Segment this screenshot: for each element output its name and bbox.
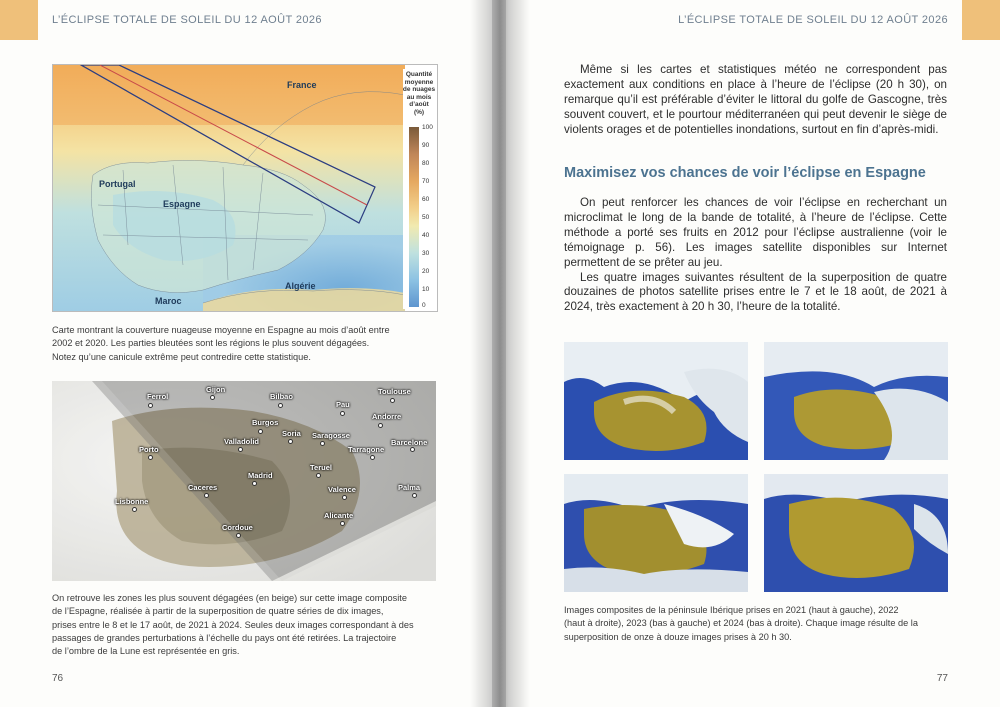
legend-colorbar xyxy=(409,127,419,307)
right-page-tab xyxy=(962,0,1000,40)
satellite-image-2023 xyxy=(564,474,748,592)
map-label-france: France xyxy=(287,80,317,90)
page-number-left: 76 xyxy=(52,673,64,684)
legend-tick: 40 xyxy=(422,232,430,239)
legend-tick: 50 xyxy=(422,214,430,221)
legend-title: Quantité moyenne de nuages au mois d’août (%) xyxy=(402,71,436,116)
map-label-portugal: Portugal xyxy=(99,179,136,189)
satellite-image-2022 xyxy=(764,342,948,460)
map-label-algerie: Algérie xyxy=(285,281,316,291)
satellite-image-2021 xyxy=(564,342,748,460)
city-label: Madrid xyxy=(248,471,273,480)
section-heading: Maximisez vos chances de voir l’éclipse en Espagne xyxy=(564,165,926,181)
city-label: Caceres xyxy=(188,483,218,492)
city-label: Valladolid xyxy=(224,437,260,446)
city-label: Cordoue xyxy=(222,523,253,532)
city-label: Tarragone xyxy=(348,445,385,454)
left-page-tab xyxy=(0,0,38,40)
right-running-title: L’ÉCLIPSE TOTALE DE SOLEIL DU 12 AOÛT 2026 xyxy=(678,14,948,26)
legend-tick: 60 xyxy=(422,196,430,203)
satellite-caption: On retrouve les zones les plus souvent dégagées (en beige) sur cette image composite de l’Espagne, réalisée à partir de la superposition de quatre séries de dix images, prises entre le 8 et le 17 août, de 2021 à 2024. Seules deux images correspondant à des passages de grandes perturbations à l’échelle du pays ont été retirées. La trajectoire de l’ombre de la Lune est représentée en gris. xyxy=(52,593,414,657)
map-legend xyxy=(403,69,437,309)
city-label: Valence xyxy=(328,485,356,494)
legend-tick: 10 xyxy=(422,286,430,293)
city-label: Lisbonne xyxy=(115,497,149,506)
legend-tick: 100 xyxy=(422,124,433,131)
page-number-right: 77 xyxy=(936,673,948,684)
legend-tick: 80 xyxy=(422,160,430,167)
left-page xyxy=(0,0,492,707)
map-caption: Carte montrant la couverture nuageuse moyenne en Espagne au mois d’août entre 2002 et 2020. Les parties bleutées sont les régions le plus souvent dégagées. Notez qu’une canicule extrême peut contredire cette statistique. xyxy=(52,325,390,362)
left-running-title: L’ÉCLIPSE TOTALE DE SOLEIL DU 12 AOÛT 2026 xyxy=(52,14,322,26)
city-label: Ferrol xyxy=(147,392,169,401)
map-label-espagne: Espagne xyxy=(163,199,201,209)
city-label: Pau xyxy=(336,400,350,409)
cloud-cover-map xyxy=(52,64,438,312)
legend-tick: 70 xyxy=(422,178,430,185)
satellite-image-2024 xyxy=(764,474,948,592)
legend-tick: 20 xyxy=(422,268,430,275)
city-label: Saragosse xyxy=(312,431,350,440)
city-label: Porto xyxy=(139,445,159,454)
body-paragraph-2: On peut renforcer les chances de voir l’éclipse en recherchant un microclimat le long de la bande de totalité, à l’heure de l’éclipse. Cette méthode a porté ses fruits en 2012 pour l’éclipse australienne (voir le témoignage p. 56). Les images satellite disponibles sur Internet permettent de se prêter au jeu. Les quatre images suivantes résultent de la superposition de quatre douzaines de photos satellite prises entre le 7 et le 18 août, de 2021 à 2024, très exactement à 20 h 30, l’heure de la totalité. xyxy=(564,196,947,314)
map-label-maroc: Maroc xyxy=(155,296,182,306)
city-label: Bilbao xyxy=(270,392,293,401)
city-label: Teruel xyxy=(310,463,332,472)
city-label: Soria xyxy=(282,429,301,438)
legend-tick: 0 xyxy=(422,302,426,309)
city-label: Burgos xyxy=(252,418,279,427)
legend-tick: 30 xyxy=(422,250,430,257)
right-page xyxy=(506,0,1000,707)
satellite-grid-caption: Images composites de la péninsule Ibérique prises en 2021 (haut à gauche), 2022 (haut à droite), 2023 (bas à gauche) et 2024 (bas à droite). Chaque image résulte de la superposition de onze à douze images prises à 20 h 30. xyxy=(564,605,918,642)
city-label: Barcelone xyxy=(391,438,428,447)
legend-tick: 90 xyxy=(422,142,430,149)
body-paragraph-1: Même si les cartes et statistiques météo ne correspondent pas exactement aux conditions en place à l’heure de l’éclipse (20 h 30), on remarque qu’il est préférable d’éviter le littoral du golfe de Gascogne, très souvent couvert, et le pourtour méditerranéen qui peut devenir le siège de violents orages et de potentielles inondations, surtout en fin d’après-midi. xyxy=(564,63,947,136)
city-label: Gijon xyxy=(206,385,226,394)
city-label: Toulouse xyxy=(378,387,411,396)
satellite-composite-image xyxy=(52,381,436,581)
city-label: Andorre xyxy=(372,412,402,421)
city-label: Alicante xyxy=(324,511,354,520)
satellite-graphic xyxy=(52,381,436,581)
city-label: Palma xyxy=(398,483,421,492)
